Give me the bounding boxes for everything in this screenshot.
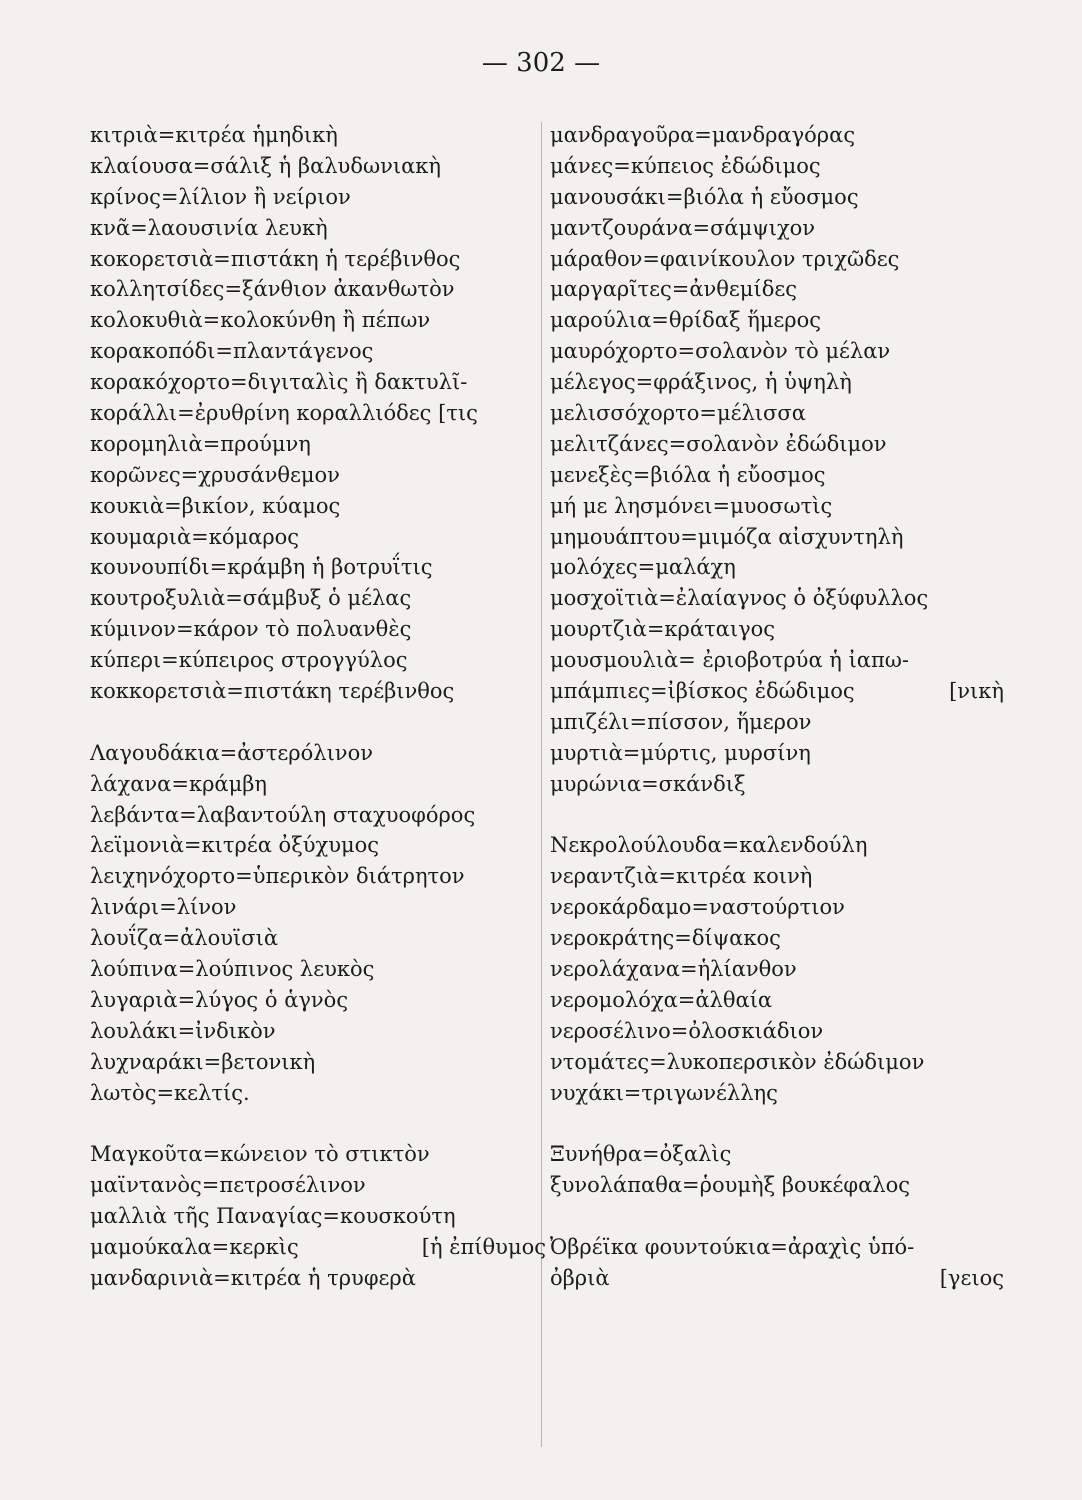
entry-text: λειχηνόχορτο=ὑπερικὸν διάτρητον <box>90 864 465 889</box>
entry-line <box>90 1201 538 1232</box>
entry-text: νεροκάρδαμο=ναστούρτιον <box>550 895 845 920</box>
entry-line <box>550 769 990 800</box>
entry-text: κοκορετσιὰ=πιστάκη ἡ τερέβινθος <box>90 246 461 271</box>
entry-text: μελιτζάνες=σολανὸν ἐδώδιμον <box>550 431 887 456</box>
entry-text: κύμινον=κάρον τὸ πολυανθὲς <box>90 617 412 642</box>
entry-line <box>90 1263 538 1294</box>
entry-text: λουΐζα=ἀλουϊσιὰ <box>90 926 278 951</box>
entry-text: μανδαρινιὰ=κιτρέα ἡ τρυφερὰ <box>90 1265 416 1290</box>
entry-line <box>90 830 538 861</box>
right-column <box>550 120 1004 1294</box>
entry-line <box>550 182 990 213</box>
entry-text: μαντζουράνα=σάμψιχον <box>550 215 816 240</box>
entry-text: Ὀβρέϊκα φουντούκια=ἀραχὶς ὑπό- <box>550 1235 915 1260</box>
entry-continuation: [γειος <box>939 1265 1004 1290</box>
entry-text: ξυνολάπαθα=ῥουμὴξ βουκέφαλος <box>550 1173 911 1198</box>
entry-text: νερομολόχα=ἀλθαία <box>550 987 773 1012</box>
entry-text: Ξυνήθρα=ὀξαλὶς <box>550 1142 732 1167</box>
entry-line <box>90 738 538 769</box>
entry-text: μαυρόχορτο=σολανὸν τὸ μέλαν <box>550 339 891 364</box>
entry-line <box>550 120 990 151</box>
entry-line <box>90 769 538 800</box>
entry-text: κολλητσίδες=ξάνθιον ἀκανθωτὸν <box>90 277 455 302</box>
entry-line <box>90 151 538 182</box>
entry-line <box>90 460 538 491</box>
section-gap <box>550 1109 990 1140</box>
entry-line <box>550 830 990 861</box>
entry-text: κουκιὰ=βικίον, κύαμος <box>90 493 341 518</box>
entry-text: λεβάντα=λαβαντούλη σταχυοφόρος <box>90 802 476 827</box>
entry-text: κλαίουσα=σάλιξ ἡ βαλυδωνιακὴ <box>90 153 441 178</box>
entry-line <box>550 923 990 954</box>
entry-text: μημουάπτου=μιμόζα αἰσχυντηλὴ <box>550 524 904 549</box>
entry-line <box>90 398 538 429</box>
entry-text: μαϊντανὸς=πετροσέλινον <box>90 1173 366 1198</box>
entry-line <box>550 460 990 491</box>
entry-line <box>90 429 538 460</box>
entry-line <box>550 151 990 182</box>
entry-text: μαλλιὰ τῆς Παναγίας=κουσκούτη <box>90 1204 456 1229</box>
entry-line <box>550 522 990 553</box>
entry-line <box>550 1232 990 1263</box>
entry-text: μαρούλια=θρίδαξ ἥμερος <box>550 308 822 333</box>
entry-text: μουρτζιὰ=κράταιγος <box>550 617 776 642</box>
entry-line <box>90 491 538 522</box>
entry-line <box>550 552 990 583</box>
entry-text: μουσμουλιὰ= ἐριοβοτρύα ἡ ἰαπω- <box>550 648 909 673</box>
entry-line <box>550 676 1004 707</box>
entry-line <box>550 861 990 892</box>
entry-text: κορακόχορτο=διγιταλὶς ἢ δακτυλῖ- <box>90 370 468 395</box>
entry-line <box>90 892 538 923</box>
entry-line <box>550 367 990 398</box>
entry-text: κοκκορετσιὰ=πιστάκη τερέβινθος <box>90 679 455 704</box>
entry-text: κουμαριὰ=κόμαρος <box>90 524 300 549</box>
entry-line <box>550 274 990 305</box>
left-column <box>90 120 546 1294</box>
entry-line <box>550 738 990 769</box>
entry-line <box>550 707 990 738</box>
entry-text: μπιζέλι=πίσσον, ἥμερον <box>550 709 812 734</box>
page-number: — 302 — <box>481 48 601 78</box>
entry-text: μανουσάκι=βιόλα ἡ εὔοσμος <box>550 184 859 209</box>
entry-line <box>550 305 990 336</box>
entry-text: νεραντζιὰ=κιτρέα κοινὴ <box>550 864 813 889</box>
entry-text: νερολάχανα=ἡλίανθον <box>550 957 797 982</box>
entry-line <box>90 923 538 954</box>
entry-text: λουλάκι=ἰνδικὸν <box>90 1018 276 1043</box>
entry-line <box>90 954 538 985</box>
entry-line <box>90 552 538 583</box>
entry-text: κοράλλι=ἐρυθρίνη κοραλλιόδες [τις <box>90 401 478 426</box>
entry-text: μάνες=κύπειος ἐδώδιμος <box>550 153 821 178</box>
entry-text: λινάρι=λίνον <box>90 895 237 920</box>
entry-text: νεροκράτης=δίψακος <box>550 926 781 951</box>
entry-text: ντομάτες=λυκοπερσικὸν ἐδώδιμον <box>550 1049 925 1074</box>
entry-line <box>90 861 538 892</box>
entry-text: κορομηλιὰ=προύμνη <box>90 431 311 456</box>
entry-text: λάχανα=κράμβη <box>90 771 267 796</box>
entry-line <box>90 367 538 398</box>
entry-text: μανδραγοῦρα=μανδραγόρας <box>550 123 856 147</box>
entry-line <box>90 1016 538 1047</box>
entry-line <box>550 1139 990 1170</box>
entry-line <box>90 182 538 213</box>
entry-text: κύπερι=κύπειρος στρογγύλος <box>90 648 408 673</box>
entry-line <box>90 1078 538 1109</box>
entry-text: λωτὸς=κελτίς. <box>90 1080 250 1105</box>
entry-line <box>550 491 990 522</box>
section-gap <box>550 1201 990 1232</box>
section-gap <box>90 707 538 738</box>
section-gap <box>90 1109 538 1140</box>
entry-text: κουνουπίδι=κράμβη ἡ βοτρυΐτις <box>90 555 433 580</box>
entry-line <box>90 522 538 553</box>
entry-line <box>90 305 538 336</box>
entry-text: μολόχες=μαλάχη <box>550 555 736 580</box>
entry-text: κορακοπόδι=πλαντάγενος <box>90 339 374 364</box>
entry-text: μαργαρῖτες=ἀνθεμίδες <box>550 277 797 302</box>
entry-text: κουτροξυλιὰ=σάμβυξ ὁ μέλας <box>90 586 412 611</box>
entry-line <box>90 336 538 367</box>
entry-text: μοσχοϊτιὰ=ἐλαίαγνος ὁ ὀξύφυλλος <box>550 586 929 611</box>
entry-line <box>550 213 990 244</box>
entry-line <box>550 1170 990 1201</box>
entry-continuation: [νικὴ <box>949 679 1004 704</box>
entry-text: μαμούκαλα=κερκὶς <box>90 1235 299 1260</box>
entry-text: λυγαριὰ=λύγος ὁ ἁγνὸς <box>90 987 349 1012</box>
entry-continuation: [ἡ ἐπίθυμος <box>421 1235 546 1260</box>
entry-text: κορῶνες=χρυσάνθεμον <box>90 462 340 487</box>
entry-text: μελισσόχορτο=μέλισσα <box>550 401 806 426</box>
section-gap <box>550 800 990 831</box>
entry-line <box>90 120 538 151</box>
entry-text: λεϊμονιὰ=κιτρέα ὀξύχυμος <box>90 833 380 858</box>
entry-line <box>550 583 990 614</box>
entry-line <box>90 1047 538 1078</box>
entry-line <box>550 954 990 985</box>
entry-line <box>90 583 538 614</box>
entry-line <box>90 985 538 1016</box>
entry-line <box>90 676 538 707</box>
entry-text: μή με λησμόνει=μυοσωτὶς <box>550 493 833 518</box>
entry-text: μπάμπιες=ἰβίσκος ἐδώδιμος <box>550 679 855 704</box>
entry-line <box>550 892 990 923</box>
entry-line <box>550 1078 990 1109</box>
entry-line <box>550 645 990 676</box>
entry-line <box>550 244 990 275</box>
entry-text: ὀβριὰ <box>550 1265 610 1290</box>
entry-text: νεροσέλινο=ὀλοσκιάδιον <box>550 1018 824 1043</box>
entry-text: κιτριὰ=κιτρέα ἡμηδικὴ <box>90 123 338 147</box>
entry-line <box>550 336 990 367</box>
entry-text: Λαγουδάκια=ἀστερόλινον <box>90 740 373 765</box>
entry-line <box>550 1263 1004 1294</box>
entry-line <box>90 1232 546 1263</box>
entry-line <box>90 213 538 244</box>
entry-text: Νεκρολούλουδα=καλενδούλη <box>550 833 868 858</box>
entry-text: νυχάκι=τριγωνέλλης <box>550 1080 778 1105</box>
entry-line <box>550 614 990 645</box>
entry-line <box>90 244 538 275</box>
entry-text: λούπινα=λούπινος λευκὸς <box>90 957 375 982</box>
entry-line <box>90 1170 538 1201</box>
entry-line <box>550 429 990 460</box>
entry-line <box>550 985 990 1016</box>
entry-line <box>90 645 538 676</box>
entry-text: κνᾶ=λαουσινία λευκὴ <box>90 215 328 240</box>
entry-line <box>550 1047 990 1078</box>
entry-text: μυρώνια=σκάνδιξ <box>550 771 746 796</box>
entry-text: Μαγκοῦτα=κώνειον τὸ στικτὸν <box>90 1142 430 1167</box>
entry-text: μάραθον=φαινίκουλον τριχῶδες <box>550 246 900 271</box>
entry-line <box>550 398 990 429</box>
entry-text: μυρτιὰ=μύρτις, μυρσίνη <box>550 740 811 765</box>
entry-line <box>90 274 538 305</box>
entry-line <box>550 1016 990 1047</box>
entry-line <box>90 800 538 831</box>
entry-text: λυχναράκι=βετονικὴ <box>90 1049 316 1074</box>
entry-line <box>90 1139 538 1170</box>
entry-text: κρίνος=λίλιον ἢ νείριον <box>90 184 351 209</box>
entry-text: κολοκυθιὰ=κολοκύνθη ἢ πέπων <box>90 308 431 333</box>
entry-line <box>90 614 538 645</box>
entry-text: μενεξὲς=βιόλα ἡ εὔοσμος <box>550 462 826 487</box>
entry-text: μέλεγος=φράξινος, ἡ ὑψηλὴ <box>550 370 852 395</box>
